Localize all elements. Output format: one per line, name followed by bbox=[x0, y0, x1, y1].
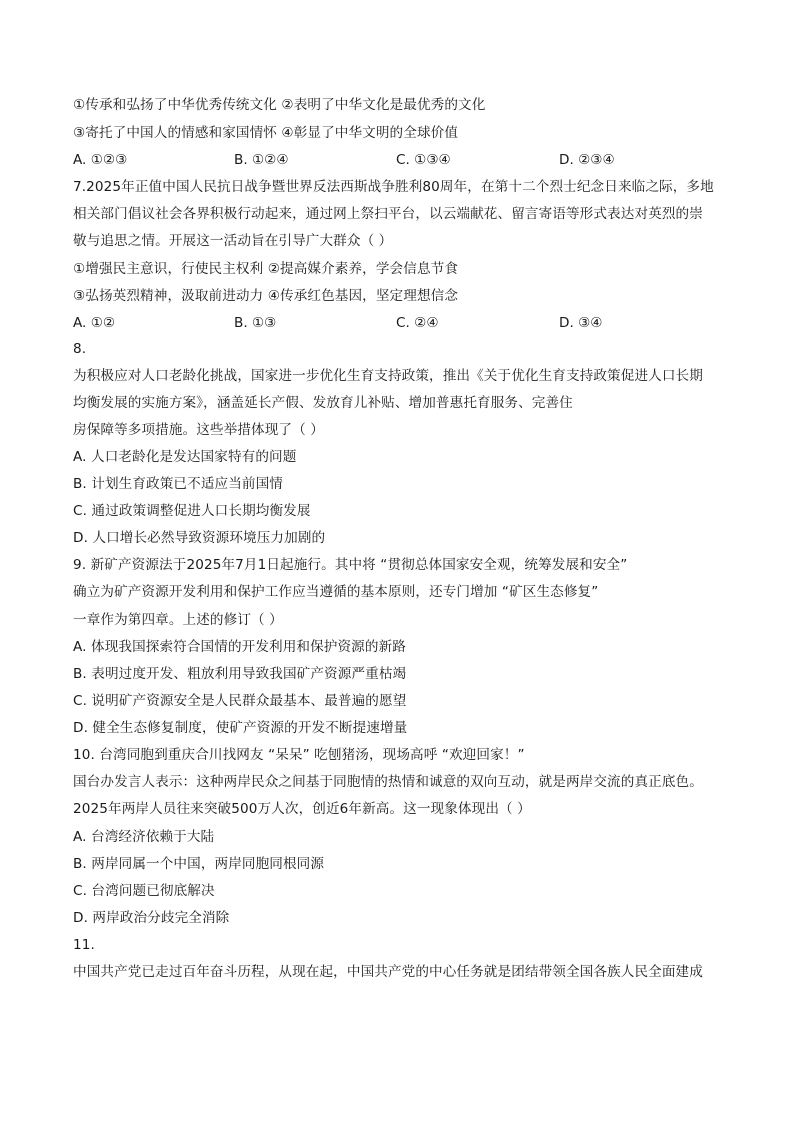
q10-stem-line-2: 国台办发言人表示：这种两岸民众之间基于同胞情的热情和诚意的双向互动，就是两岸交流的真正底色。 bbox=[73, 774, 703, 790]
q10-option-b: B. 两岸同属一个中国，两岸同胞同根同源 bbox=[73, 856, 325, 872]
q9-stem-line-2: 确立为矿产资源开发利用和保护工作应当遵循的基本原则，还专门增加 “矿区生态修复” bbox=[73, 584, 599, 600]
q9-stem-line-3: 一章作为第四章。上述的修订（ ） bbox=[73, 612, 283, 628]
q8-number: 8. bbox=[73, 341, 87, 357]
q7-statement-2: ③弘扬英烈精神，汲取前进动力 ④传承红色基因，坚定理想信念 bbox=[73, 288, 459, 304]
q7-option-a: A. ①② bbox=[73, 315, 116, 331]
q7-option-b: B. ①③ bbox=[234, 315, 277, 331]
q9-option-d: D. 健全生态修复制度，使矿产资源的开发不断提速增量 bbox=[73, 720, 408, 736]
q6-statement-1: ①传承和弘扬了中华优秀传统文化 ②表明了中华文化是最优秀的文化 bbox=[73, 97, 486, 113]
q9-option-c: C. 说明矿产资源安全是人民群众最基本、最普遍的愿望 bbox=[73, 693, 407, 709]
q7-statement-1: ①增强民主意识，行使民主权利 ②提高媒介素养，学会信息节食 bbox=[73, 261, 459, 277]
q7-stem-line-1: 7.2025年正值中国人民抗日战争暨世界反法西斯战争胜利80周年，在第十二个烈士纪念日来临之际，多地 bbox=[73, 179, 714, 195]
q7-option-d: D. ③④ bbox=[559, 315, 603, 331]
q7-options bbox=[73, 314, 723, 332]
q8-stem-line-1: 为积极应对人口老龄化挑战，国家进一步优化生育支持政策，推出《关于优化生育支持政策促进人口长期 bbox=[73, 368, 703, 384]
q6-option-a: A. ①②③ bbox=[73, 152, 128, 168]
q7-option-c: C. ②④ bbox=[396, 315, 439, 331]
q6-option-b: B. ①②④ bbox=[234, 152, 289, 168]
q9-stem-line-1: 9. 新矿产资源法于2025年7月1日起施行。其中将 “贯彻总体国家安全观，统筹发展和安全” bbox=[73, 557, 628, 573]
q10-option-c: C. 台湾问题已彻底解决 bbox=[73, 883, 215, 899]
q11-stem-line-1: 中国共产党已走过百年奋斗历程，从现在起，中国共产党的中心任务就是团结带领全国各族人民全面建成 bbox=[73, 964, 703, 980]
q10-stem-line-3: 2025年两岸人员往来突破500万人次，创近6年新高。这一现象体现出（ ） bbox=[73, 801, 531, 817]
q8-option-b: B. 计划生育政策已不适应当前国情 bbox=[73, 476, 283, 492]
q10-option-d: D. 两岸政治分歧完全消除 bbox=[73, 910, 230, 926]
q10-option-a: A. 台湾经济依赖于大陆 bbox=[73, 829, 215, 845]
q11-number: 11. bbox=[73, 937, 95, 953]
q6-statement-2: ③寄托了中国人的情感和家国情怀 ④彰显了中华文明的全球价值 bbox=[73, 125, 459, 141]
q8-stem-line-2: 均衡发展的实施方案》，涵盖延长产假、发放育儿补贴、增加普惠托育服务、完善住 bbox=[73, 395, 573, 411]
q8-stem-line-3: 房保障等多项措施。这些举措体现了（ ） bbox=[73, 422, 324, 438]
q10-stem-line-1: 10. 台湾同胞到重庆合川找网友 “呆呆” 吃刨猪汤，现场高呼 “欢迎回家！” bbox=[73, 747, 525, 763]
q6-option-c: C. ①③④ bbox=[396, 152, 451, 168]
q8-option-a: A. 人口老龄化是发达国家特有的问题 bbox=[73, 449, 297, 465]
q7-stem-line-2: 相关部门倡议社会各界积极行动起来，通过网上祭扫平台，以云端献花、留言寄语等形式表达对英烈的崇 bbox=[73, 206, 703, 222]
q9-option-a: A. 体现我国探索符合国情的开发利用和保护资源的新路 bbox=[73, 639, 406, 655]
q8-option-c: C. 通过政策调整促进人口长期均衡发展 bbox=[73, 503, 311, 519]
q6-options bbox=[73, 151, 723, 169]
q9-option-b: B. 表明过度开发、粗放利用导致我国矿产资源严重枯竭 bbox=[73, 666, 407, 682]
q8-option-d: D. 人口增长必然导致资源环境压力加剧的 bbox=[73, 530, 326, 546]
q6-option-d: D. ②③④ bbox=[559, 152, 615, 168]
q7-stem-line-3: 敬与追思之情。开展这一活动旨在引导广大群众（ ） bbox=[73, 233, 393, 249]
